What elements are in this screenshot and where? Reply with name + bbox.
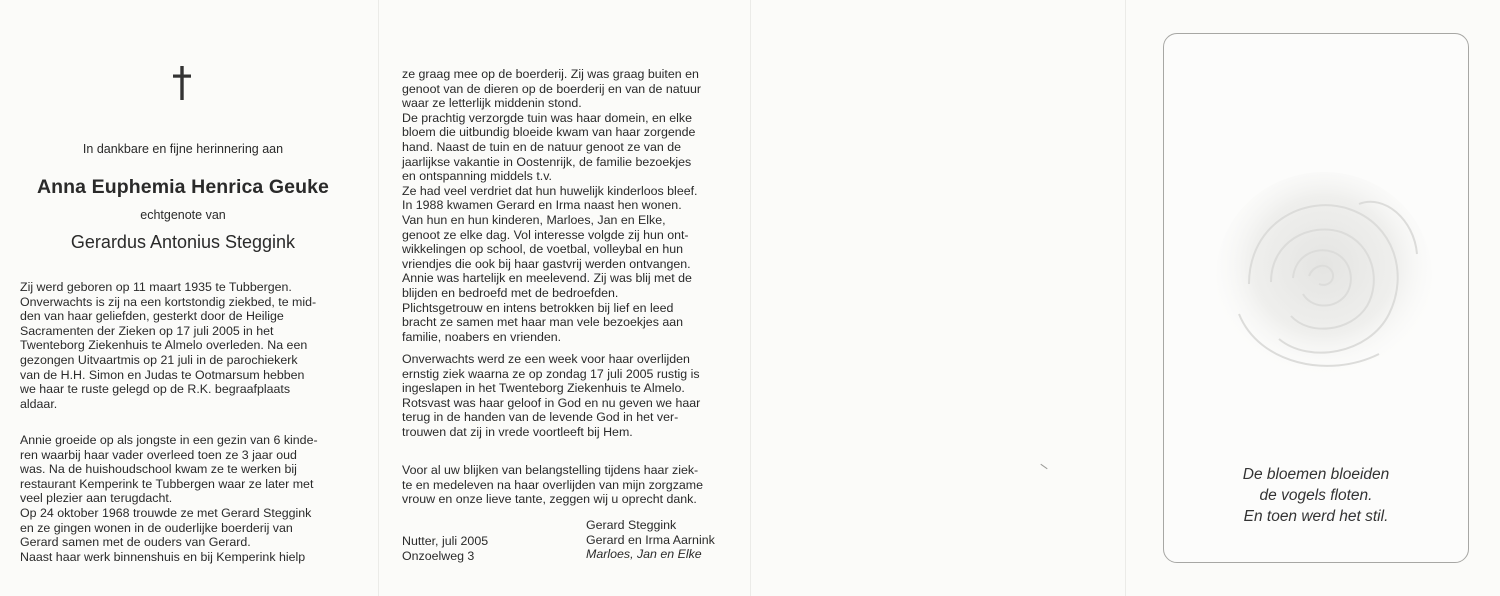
paper-speck xyxy=(1040,464,1047,469)
text-line: den van haar geliefden, gesterkt door de Heilige xyxy=(20,309,284,324)
poem-line: De bloemen bloeiden xyxy=(1242,466,1390,483)
poem-card xyxy=(1163,33,1469,563)
latin-cross-icon xyxy=(172,66,192,100)
text-line: Op 24 oktober 1968 trouwde ze met Gerard Steggink xyxy=(20,505,312,520)
biography-paragraph xyxy=(402,352,731,440)
text-line: In 1988 kwamen Gerard en Irma naast hen wonen. xyxy=(402,198,682,213)
white-rose-icon xyxy=(1209,164,1439,394)
text-line: Sacramenten der Zieken op 17 juli 2005 in het xyxy=(20,323,274,338)
signatory: Gerard Steggink xyxy=(586,518,677,532)
text-line: trouwen dat zij in vrede voortleeft bij Hem. xyxy=(402,424,633,439)
text-line: ingeslapen in het Twenteborg Ziekenhuis te Almelo. xyxy=(402,381,685,396)
text-line: we haar te ruste gelegd op de R.K. begraafplaats xyxy=(20,382,291,397)
text-line: van de H.H. Simon en Judas te Ootmarsum hebben xyxy=(20,367,305,382)
middle-panel xyxy=(378,0,750,596)
text-line: Rotsvast was haar geloof in God en nu geven we haar xyxy=(402,395,701,410)
text-line: vriendjes die ook bij haar gastvrij werden ontvangen. xyxy=(402,256,691,271)
left-panel xyxy=(0,0,378,596)
text-line: jaarlijkse vakantie in Oostenrijk, de familie bezoekjes xyxy=(402,154,692,169)
text-line: genoot ze elke dag. Vol interesse volgde zij hun ont- xyxy=(402,227,689,242)
signatory: Marloes, Jan en Elke xyxy=(586,547,702,562)
text-line: Plichtsgetrouw en intens betrokken bij lief en leed xyxy=(402,300,674,315)
dedication-text: In dankbare en fijne herinnering aan xyxy=(82,142,284,156)
signatories xyxy=(586,518,715,562)
text-line: vrouw en onze lieve tante, zeggen wij u oprecht dank. xyxy=(402,492,697,507)
text-line: blijden en bedroefd met de bedroefden. xyxy=(402,285,619,300)
text-line: en ontspanning middels t.v. xyxy=(402,169,552,184)
biography-paragraph xyxy=(20,433,358,564)
poem-line: En toen werd het stil. xyxy=(1243,508,1389,525)
text-line: Onverwachts is zij na een kortstondig ziekbed, te mid- xyxy=(20,294,317,309)
fold-line xyxy=(750,0,751,596)
text-line: te en medeleven na haar overlijden van mijn zorgzame xyxy=(402,477,703,492)
relation-text: echtgenote van xyxy=(140,208,226,222)
right-panel xyxy=(1125,0,1500,596)
text-line: wikkelingen op school, de voetbal, volleybal en hun xyxy=(402,242,684,257)
text-line: Onverwachts werd ze een week voor haar overlijden xyxy=(402,352,690,366)
text-line: Twenteborg Ziekenhuis te Almelo overleden. Na een xyxy=(20,338,308,353)
text-line: Gerard samen met de ouders van Gerard. xyxy=(20,535,251,550)
text-line: Naast haar werk binnenshuis en bij Kemperink hielp xyxy=(20,549,306,564)
text-line: ernstig ziek waarna ze op zondag 17 juli 2005 rustig is xyxy=(402,366,700,381)
poem-line: de vogels floten. xyxy=(1259,487,1373,504)
poem xyxy=(1164,464,1468,527)
text-line: was. Na de huishoudschool kwam ze te werken bij xyxy=(20,462,297,477)
text-line: veel plezier aan terugdacht. xyxy=(20,491,173,506)
text-line: Annie groeide op als jongste in een gezin van 6 kinde- xyxy=(20,433,318,447)
text-line: ze graag mee op de boerderij. Zij was graag buiten en xyxy=(402,67,699,81)
text-line: Annie was hartelijk en meelevend. Zij was blij met de xyxy=(402,271,692,286)
deceased-name: Anna Euphemia Henrica Geuke xyxy=(36,176,330,198)
text-line: bracht ze samen met haar man vele bezoekjes aan xyxy=(402,315,684,330)
text-line: De prachtig verzorgde tuin was haar domein, en elke xyxy=(402,110,692,125)
text-line: en ze gingen wonen in de ouderlijke boerderij van xyxy=(20,520,293,535)
text-line: Van hun en hun kinderen, Marloes, Jan en Elke, xyxy=(402,212,666,227)
text-line: restaurant Kemperink te Tubbergen waar ze later met xyxy=(20,476,314,491)
text-line: gezongen Uitvaartmis op 21 juli in de parochiekerk xyxy=(20,352,298,367)
text-line: waar ze letterlijk middenin stond. xyxy=(402,96,582,111)
place-and-address xyxy=(402,534,488,563)
text-line: bloem die uitbundig bloeide kwam van haar zorgende xyxy=(402,125,696,140)
text-line: ren waarbij haar vader overleed toen ze 3 jaar oud xyxy=(20,447,297,462)
husband-name: Gerardus Antonius Steggink xyxy=(70,232,296,252)
text-line: hand. Naast de tuin en de natuur genoot ze van de xyxy=(402,139,682,154)
text-line: genoot van de dieren op de boerderij en van de natuur xyxy=(402,81,701,96)
signatory: Gerard en Irma Aarnink xyxy=(586,532,715,547)
text-line: Voor al uw blijken van belangstelling tijdens haar ziek- xyxy=(402,463,699,477)
thanks-paragraph xyxy=(402,463,731,507)
text-line: Ze had veel verdriet dat hun huwelijk kinderloos bleef. xyxy=(402,183,698,198)
text-line: terug in de handen van de levende God in het ver- xyxy=(402,410,679,425)
biography-paragraph xyxy=(20,280,358,411)
text-line: familie, noabers en vrienden. xyxy=(402,329,562,344)
address: Onzoelweg 3 xyxy=(402,548,475,563)
text-line: Zij werd geboren op 11 maart 1935 te Tubbergen. xyxy=(20,280,292,294)
place-date: Nutter, juli 2005 xyxy=(402,534,489,548)
text-line: aldaar. xyxy=(20,396,58,411)
biography-paragraph xyxy=(402,67,731,344)
